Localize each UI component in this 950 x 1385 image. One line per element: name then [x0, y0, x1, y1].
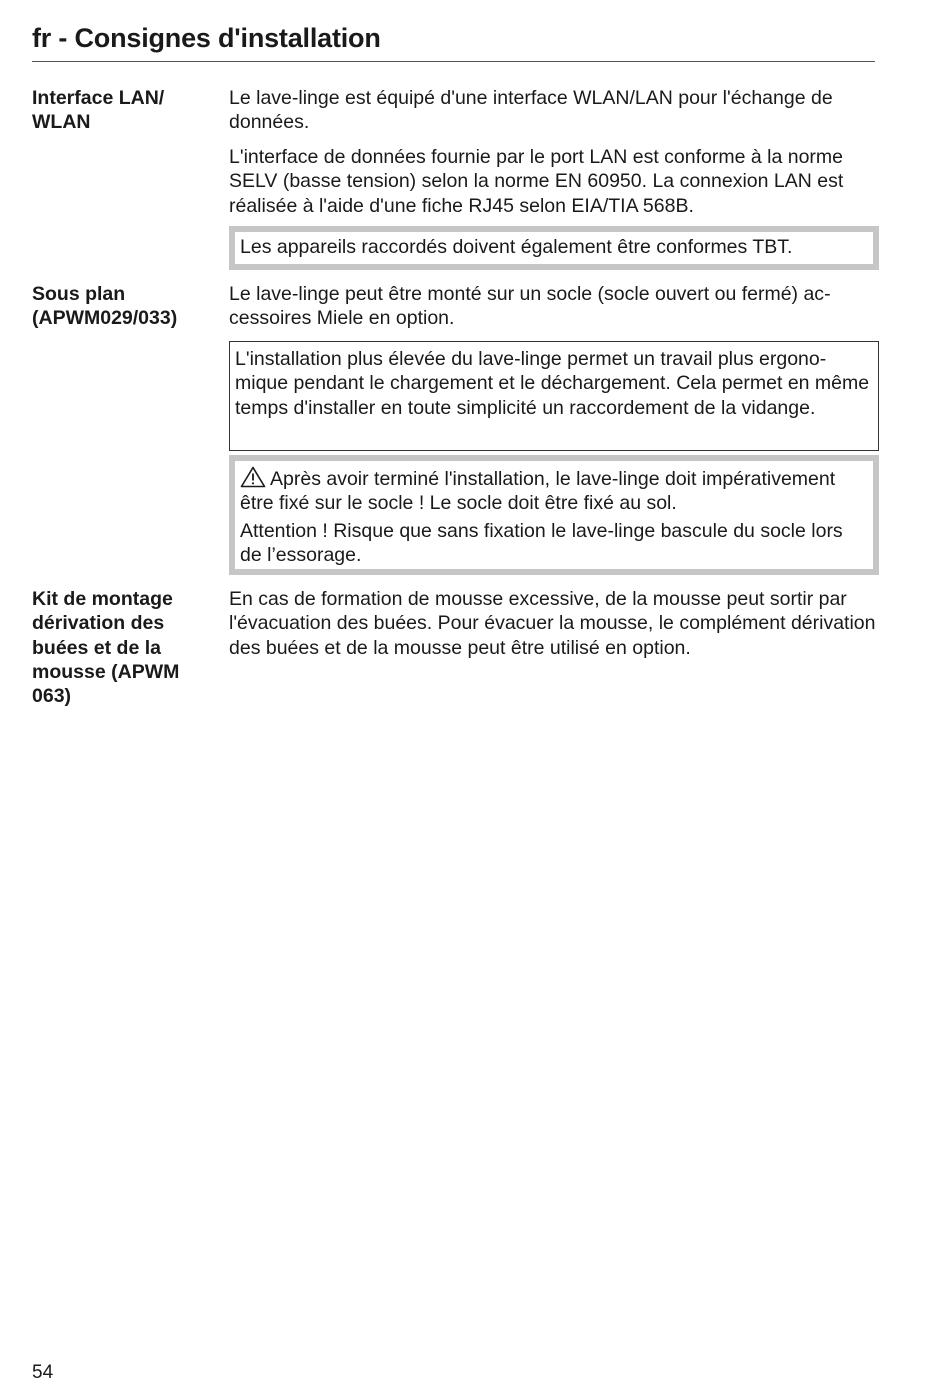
sous-plan-info-text: L'installation plus élevée du lave-linge permet un travail plus ergonomique pendant le chargement et le déchargement. Cela permet en même temps d'installer en toute simplicité un raccordement de la vidange. — [235, 348, 870, 419]
sous-plan-info-box — [229, 341, 879, 451]
section-label-line: dérivation des — [32, 612, 165, 635]
sous-plan-warning-text-1: Après avoir terminé l'installation, le lave-linge doit impérativement être fixé sur le socle ! Le socle doit être fixé au sol. — [240, 468, 836, 515]
lan-note-text: Les appareils raccordés doivent également être conformes TBT. — [240, 236, 793, 258]
sous-plan-warning-text-2: Attention ! Risque que sans fixation le lave-linge bascule du socle lors de l’essorage. — [240, 519, 843, 566]
section-label-kit — [32, 587, 207, 708]
page-title: fr - Consignes d'installation — [32, 23, 381, 53]
title-divider — [32, 61, 875, 62]
section-label-line: Sous plan — [32, 283, 126, 305]
page-number: 54 — [32, 1362, 54, 1383]
section-label-line: mousse (APWM — [32, 660, 180, 683]
section-label-line: Interface LAN/ — [32, 87, 165, 109]
warning-triangle-icon — [240, 466, 266, 488]
kit-paragraph: En cas de formation de mousse excessive, de la mousse peut sortir par l'évacuation des buées. Pour évacuer la mousse, le complément dérivation des buées et de la mousse peut être utilisé en option. — [229, 588, 876, 659]
lan-note-box — [229, 226, 879, 270]
sous-plan-warning-line-1 — [240, 466, 863, 516]
section-label-line: WLAN — [32, 111, 91, 134]
sous-plan-warning-box — [229, 455, 879, 575]
section-label-line: Kit de montage — [32, 588, 173, 610]
lan-paragraph-1: Le lave-linge est équipé d'une interface WLAN/LAN pour l'échange de données. — [229, 87, 833, 134]
section-label-sous-plan — [32, 282, 207, 331]
section-label-line: 063) — [32, 685, 72, 708]
section-label-lan — [32, 86, 207, 135]
sous-plan-paragraph: Le lave-linge peut être monté sur un socle (socle ouvert ou fermé) accessoires Miele en option. — [229, 283, 831, 330]
lan-paragraph-2: L'interface de données fournie par le port LAN est conforme à la norme SELV (basse tension) selon la norme EN 60950. La connexion LAN est réalisée à l'aide d'une fiche RJ45 selon EIA/TIA 568B. — [229, 146, 844, 217]
section-label-line: (APWM029/033) — [32, 307, 178, 330]
section-label-line: buées et de la — [32, 636, 161, 659]
